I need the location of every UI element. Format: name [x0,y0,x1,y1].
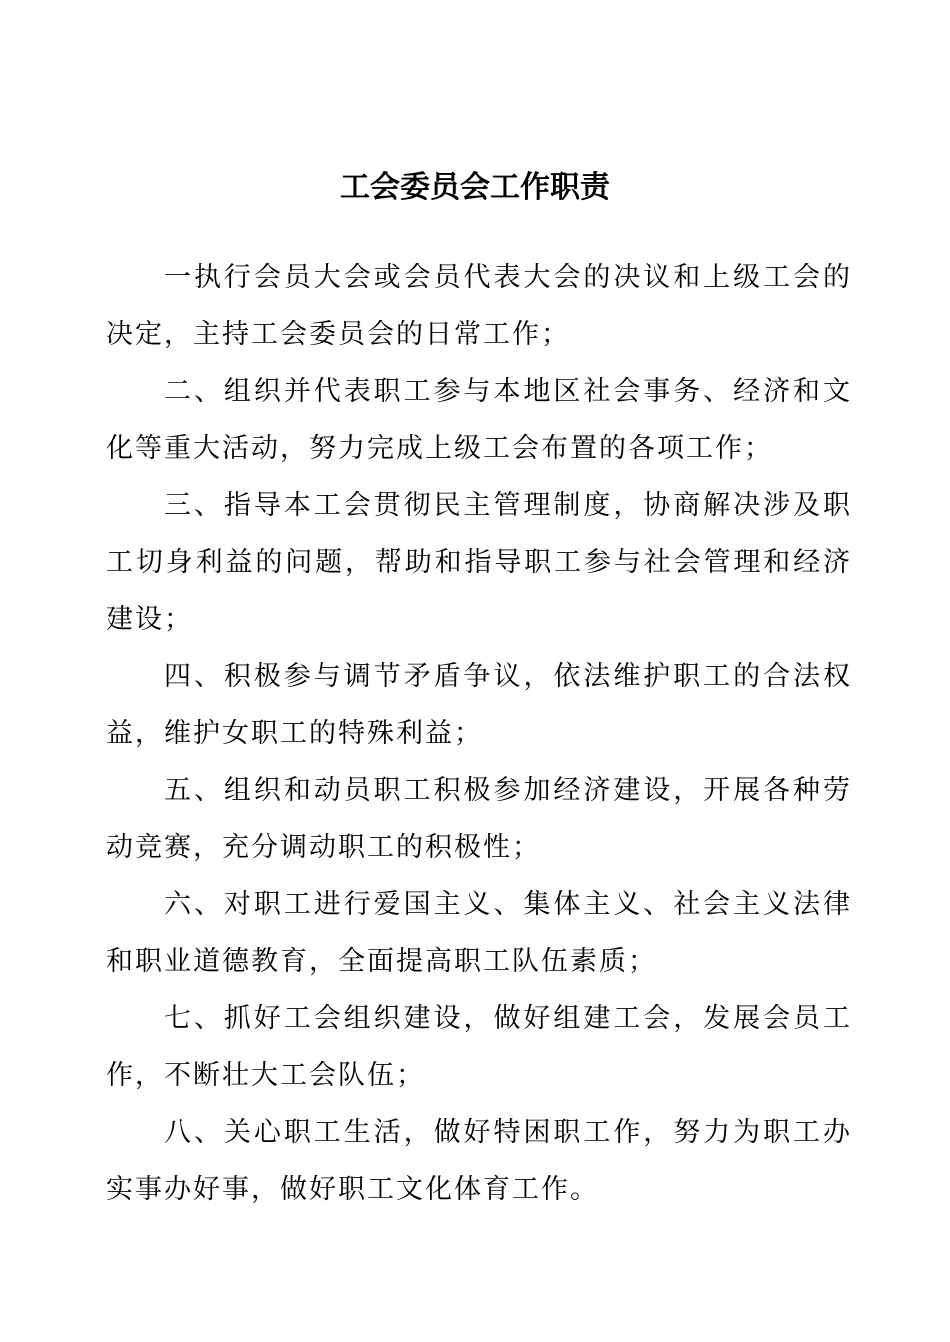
duty-paragraph-7: 七、抓好工会组织建设，做好组建工会，发展会员工作，不断壮大工会队伍； [106,1003,852,1091]
duty-paragraph-5: 五、组织和动员职工积极参加经济建设，开展各种劳动竞赛，充分调动职工的积极性； [106,775,852,863]
duty-paragraph-3: 三、指导本工会贯彻民主管理制度，协商解决涉及职工切身利益的问题，帮助和指导职工参与社会管理和经济建设； [106,490,852,635]
document-body [106,249,852,1218]
duty-paragraph-1: 一执行会员大会或会员代表大会的决议和上级工会的决定，主持工会委员会的日常工作； [106,262,852,350]
duty-paragraph-6: 六、对职工进行爱国主义、集体主义、社会主义法律和职业道德教育，全面提高职工队伍素质； [106,889,852,977]
duty-paragraph-2: 二、组织并代表职工参与本地区社会事务、经济和文化等重大活动，努力完成上级工会布置的各项工作； [106,376,852,464]
duty-paragraph-4: 四、积极参与调节矛盾争议，依法维护职工的合法权益，维护女职工的特殊利益； [106,661,852,749]
document-title: 工会委员会工作职责 [340,170,610,205]
duty-paragraph-8: 八、关心职工生活，做好特困职工作，努力为职工办实事办好事，做好职工文化体育工作。 [106,1117,852,1205]
